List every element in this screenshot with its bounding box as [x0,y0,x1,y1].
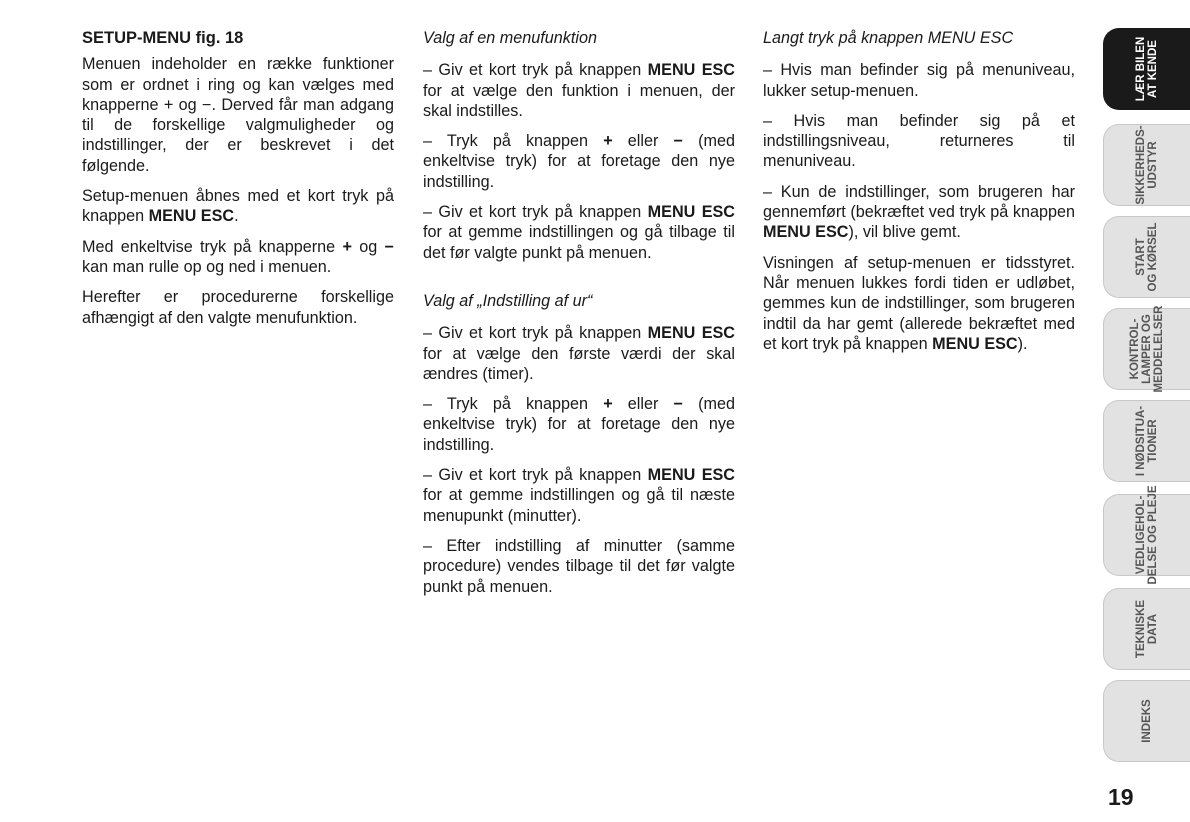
tab-tekniske-data[interactable]: TEKNISKE DATA [1103,588,1190,670]
tab-indeks[interactable]: INDEKS [1103,680,1190,762]
subheading: Langt tryk på knappen MENU ESC [763,29,1014,47]
paragraph: Med enkeltvise tryk på knapperne + og − kan man rulle op og ned i menuen. [82,237,394,276]
tab-i-nodsituationer[interactable]: I NØDSITUA- TIONER [1103,400,1190,482]
paragraph: – Hvis man befinder sig på et indstillingsniveau, returneres til menuniveau. [763,111,1075,171]
paragraph: – Giv et kort tryk på knappen MENU ESC for at gemme indstillingen og gå tilbage til det før valgte punkt på menuen. [423,203,735,262]
paragraph: – Tryk på knappen + eller − (med enkeltvise tryk) for at foretage den nye indstilling. [423,132,735,191]
paragraph: – Giv et kort tryk på knappen MENU ESC for at gemme indstillingen og gå til næste menupunkt (minutter). [423,466,735,525]
column-middle [423,28,735,607]
tab-vedligeholdelse[interactable]: VEDLIGEHOL- DELSE OG PLEJE [1103,494,1190,576]
page-number: 19 [1108,784,1134,810]
subheading: Valg af „Indstilling af ur“ [423,291,593,310]
tab-start-og-korsel[interactable]: START OG KØRSEL [1103,216,1190,298]
paragraph: – Hvis man befinder sig på menuniveau, lukker setup-menuen. [763,61,1075,100]
paragraph: Herefter er procedurerne forskellige afhængigt af den valgte menufunktion. [82,288,394,327]
paragraph: – Efter indstilling af minutter (samme procedure) vendes tilbage til det før valgte punkt på menuen. [423,536,735,596]
paragraph: Visningen af setup-menuen er tidsstyret. Når menuen lukkes fordi tiden er udløbet, gemmes kun de indstillinger, som brugeren indtil da har gemt (allerede bekræftet med et kort tryk på knappen MENU ESC). [763,253,1075,353]
section-heading: SETUP-MENU fig. 18 [82,29,244,47]
tab-laer-bilen-at-kende[interactable]: LÆR BILEN AT KENDE [1103,28,1190,110]
column-left [82,28,394,338]
column-right [763,28,1075,364]
paragraph: – Giv et kort tryk på knappen MENU ESC for at vælge den funktion i menuen, der skal indstilles. [423,61,735,120]
tab-kontrollamper[interactable]: KONTROL- LAMPER OG MEDDELELSER [1103,308,1190,390]
paragraph: – Tryk på knappen + eller − (med enkeltvise tryk) for at foretage den nye indstilling. [423,395,735,454]
paragraph: Menuen indeholder en række funktioner som er ordnet i ring og kan vælges med knapperne + og −. Derved får man adgang til de forskellige valgmuligheder og indstillinger, der er beskrevet i det følgende. [82,55,394,175]
subheading: Valg af en menufunktion [423,29,597,47]
paragraph: Setup-menuen åbnes med et kort tryk på knappen MENU ESC. [82,187,394,226]
paragraph: – Giv et kort tryk på knappen MENU ESC for at vælge den første værdi der skal ændres (timer). [423,324,735,383]
paragraph: – Kun de indstillinger, som brugeren har gennemført (bekræftet ved tryk på knappen MENU ESC), vil blive gemt. [763,182,1075,242]
tab-sikkerhedsudstyr[interactable]: SIKKERHEDS- UDSTYR [1103,124,1190,206]
